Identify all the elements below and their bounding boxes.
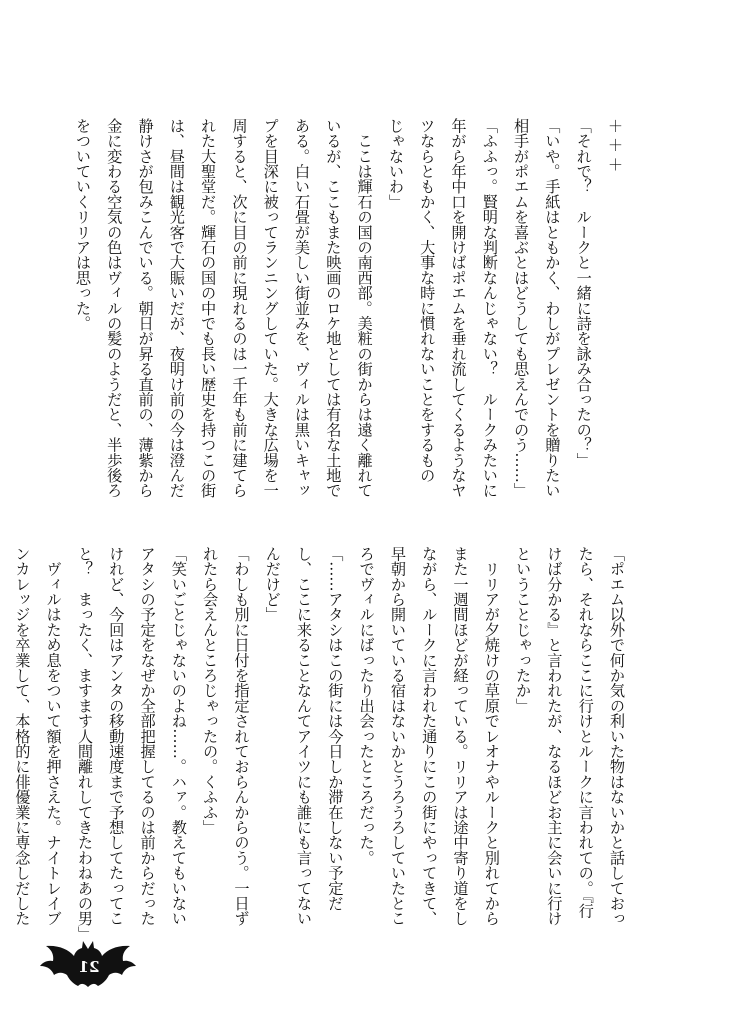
text-line: アタシの予定をなぜか全部把握してるのは前からだった	[138, 546, 157, 926]
upper-text-column	[70, 118, 630, 538]
text-line: いるが、ここもまた映画のロケ地としては有名な土地で	[324, 118, 343, 498]
text-line: 金に変わる空気の色はヴィルの髪のようだと、半歩後ろ	[105, 118, 124, 498]
text-line: 相手がポエムを喜ぶとはどうしても思えんでのう……」	[512, 118, 531, 498]
text-line: ツならともかく、大事な時に慣れないことをするもの	[418, 118, 437, 483]
text-line: たら、それならここに行けとルークに言われての。『行	[576, 546, 595, 919]
text-line: 「ポエム以外で何か気の利いた物はないかと話しておっ	[608, 546, 626, 926]
text-line: プを目深に被ってランニングしていた。大きな広場を一	[261, 118, 280, 498]
text-line: は、昼間は観光客で大賑いだが、夜明け前の今は澄んだ	[167, 118, 186, 499]
text-line: ろでヴィルにばったり出会ったところだった。	[357, 546, 376, 866]
section-divider: ＋＋＋	[606, 118, 624, 176]
text-line: をついていくリリアは思った。	[73, 118, 92, 331]
text-line: れたら会えんところじゃったの。くふふ」	[201, 546, 220, 835]
text-line: れた大聖堂だ。輝石の国の中でも長い歴史を持つこの街	[199, 118, 218, 498]
text-line: じゃないわ」	[386, 118, 405, 210]
text-line: ということじゃったか」	[514, 546, 533, 714]
text-line: 「いや。手紙はともかく、わしがプレゼントを贈りたい	[543, 118, 562, 498]
text-line: けば分かる』と言われたが、なるほどお主に会いに行け	[545, 546, 564, 926]
text-line: 「笑いごとじゃないのよね……。ハァ。教えてもいない	[169, 546, 188, 926]
text-line: んだけど」	[263, 546, 282, 622]
text-line: 早朝から開いている宿はないかとうろうろしていたとこ	[388, 546, 407, 926]
text-line: 「……アタシはこの街には今日しか滞在しない予定だ	[326, 546, 345, 911]
text-line: ンカレッジを卒業して、本格的に俳優業に専念しだした	[13, 546, 32, 926]
text-line: し、ここに来ることなんてアイツにも誰にも言ってない	[295, 546, 314, 926]
text-line: 「わしも別に日付を指定されておらんからのう。一日ず	[232, 546, 251, 926]
text-line: 「それで？ ルークと一緒に詩を詠み合ったの？」	[574, 118, 593, 468]
text-line: また一週間ほどが経っている。リリアは途中寄り道をし	[451, 546, 470, 926]
text-line: ある。白い石畳が美しい街並みを、ヴィルは黒いキャッ	[293, 118, 312, 498]
text-line: ここは輝石の国の南西部。美粧の街からは遠く離れて	[355, 118, 374, 498]
text-line: ヴィルはため息をついて額を押さえた。ナイトレイブ	[44, 546, 63, 926]
page-number: 21	[78, 958, 100, 976]
lower-text-column	[13, 546, 632, 942]
text-line: 年がら年中口を開けばポエムを垂れ流してくるようなヤ	[449, 118, 468, 498]
text-line: 周すると、次に目の前に現れるのは一千年も前に建てら	[230, 118, 249, 498]
text-line: と？ まったく、ますます人間離れしてきたわねあの男」	[75, 546, 94, 942]
text-line: 静けさが包みこんでいる。朝日が昇る直前の、薄紫から	[136, 118, 155, 498]
text-line: リリアが夕焼けの草原でレオナやルークと別れてから	[482, 546, 501, 926]
text-line: けれど、今回はアンタの移動速度まで予想してたってこ	[107, 546, 126, 926]
text-line: 「ふふっ。賢明な判断なんじゃない？ ルークみたいに	[480, 118, 499, 498]
text-line: ながら、ルークに言われた通りにこの街にやってきて、	[420, 546, 439, 926]
